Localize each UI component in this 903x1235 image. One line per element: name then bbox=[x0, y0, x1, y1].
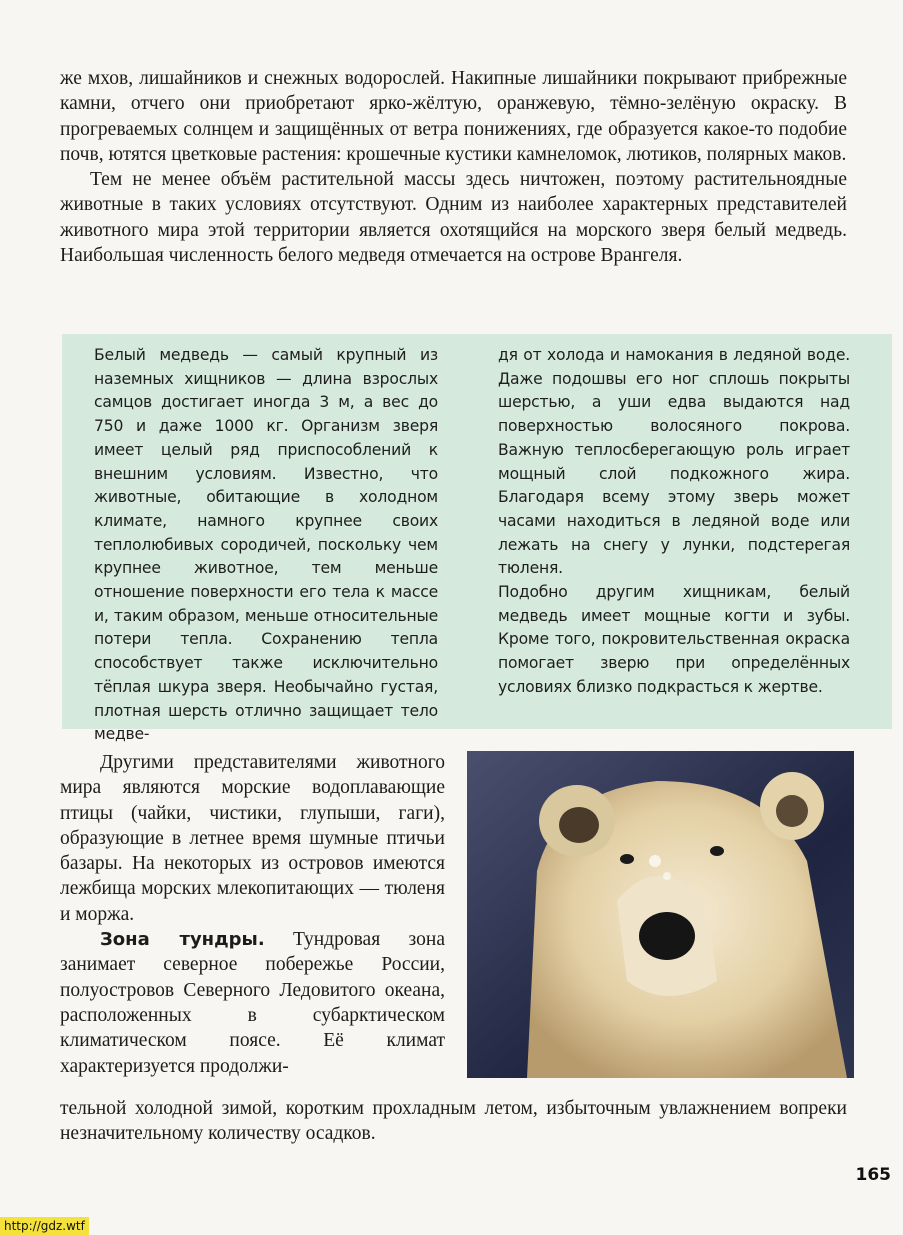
intro-paragraph-2: Тем не менее объём растительной массы здесь ничтожен, поэтому растительноядные животные в таких условиях отсутствуют. Одним из наиболее характерных представителей животного мира этой территории является охотящийся на морского зверя белый медведь. Наибольшая численность белого медведя отмечается на острове Врангеля. bbox=[60, 169, 847, 267]
page-number: 165 bbox=[855, 1165, 891, 1185]
flow-paragraph-1: Другими представителями животного мира являются морские водоплавающие птицы (чайки, чистики, глупыши, гаги), образующие в летнее время шумные птичьи базары. На некоторых из островов имеются лежбища морских млекопитающих — тюленя и моржа. bbox=[60, 752, 445, 925]
insert-left-column bbox=[94, 344, 438, 747]
watermark-link[interactable]: http://gdz.wtf bbox=[0, 1217, 89, 1235]
polar-bear-photo bbox=[467, 751, 854, 1078]
info-insert-box bbox=[62, 334, 892, 744]
continuation-paragraph: тельной холодной зимой, коротким прохладным летом, избыточным увлажнением вопреки незначительному количеству осадков. bbox=[60, 1098, 847, 1145]
insert-left-text: Белый медведь — самый крупный из наземных хищников — длина взрослых самцов достигает иногда 3 м, а вес до 750 и даже 1000 кг. Организм зверя имеет целый ряд приспособлений к внешним условиям. Известно, что животные, обитающие в холодном климате, намного крупнее своих теплолюбивых сородичей, поскольку чем крупнее животное, тем меньше отношение поверхности его тела к массе и, таким образом, меньше относительные потери тепла. Сохранению тепла способствует также исключительно тёплая шкура зверя. Необычайно густая, плотная шерсть отлично защищает тело медве- bbox=[94, 346, 438, 744]
main-text-column bbox=[60, 750, 445, 1079]
zone-paragraph bbox=[60, 927, 445, 1079]
continuation-text bbox=[60, 1096, 847, 1147]
insert-right-column bbox=[498, 344, 850, 700]
intro-paragraph-1: же мхов, лишайников и снежных водорослей. Накипные лишайники покрывают прибрежные камни, отчего они приобретают ярко-жёлтую, оранжевую, тёмно-зелёную окраску. В прогреваемых солнцем и защищённых от ветра понижениях, где образуется какое-то подобие почв, ютятся цветковые растения: крошечные кустики камнеломок, лютиков, полярных маков. bbox=[60, 68, 847, 165]
section-heading-tundra: Зона тундры. bbox=[100, 929, 265, 951]
insert-right-paragraph-1: дя от холода и намокания в ледяной воде. Даже подошвы его ног сплошь покрыты шерстью, а уши едва выдаются над поверхностью волосяного покрова. Важную теплосберегающую роль играет мощный слой подкожного жира. Благодаря всему этому зверь может часами находиться в ледяной воде или лежать на снегу у лунки, подстерегая тюленя. bbox=[498, 346, 850, 578]
intro-text bbox=[60, 66, 847, 268]
polar-bear-illustration bbox=[467, 751, 854, 1078]
zone-paragraph-text: Тундровая зона занимает северное побережье России, полуостровов Северного Ледовитого океана, расположенных в субарктическом климатическом поясе. Её климат характеризуется продолжи- bbox=[60, 929, 445, 1077]
insert-right-paragraph-2: Подобно другим хищникам, белый медведь имеет мощные когти и зубы. Кроме того, покровительственная окраска помогает зверю при определённых условиях близко подкрасться к жертве. bbox=[498, 583, 850, 696]
